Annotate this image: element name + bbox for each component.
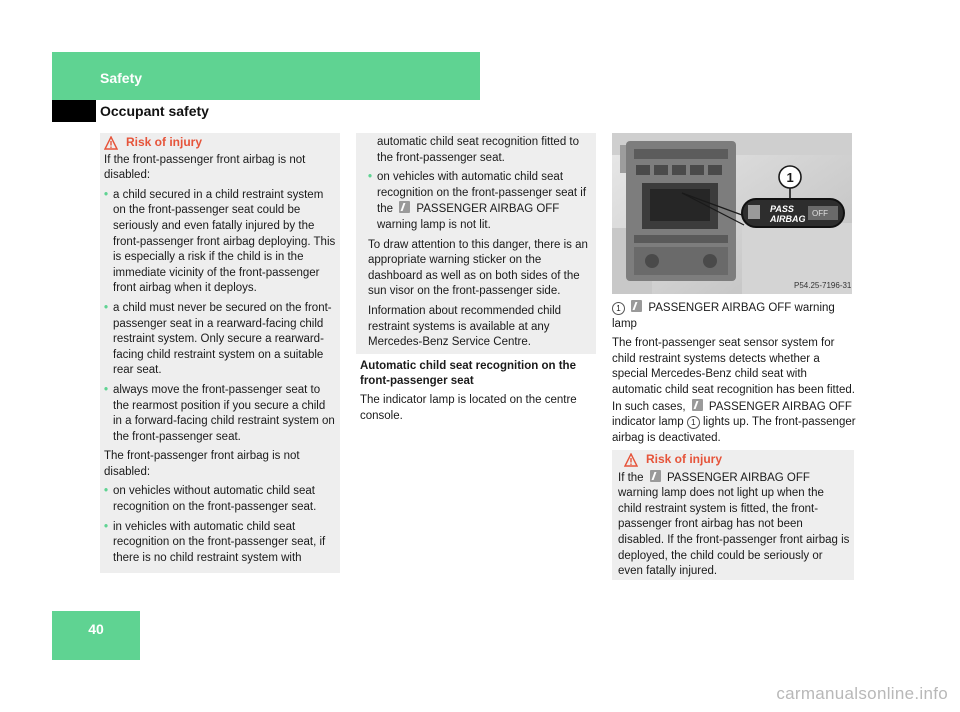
dashboard-photo bbox=[612, 133, 852, 294]
callout-number: 1 bbox=[786, 170, 794, 185]
callout-number-icon: 1 bbox=[612, 302, 625, 315]
sensor-text-b: PASSENGER AIRBAG OFF indicator lamp bbox=[612, 400, 852, 429]
page-number-box bbox=[52, 611, 140, 660]
header-marker bbox=[52, 100, 96, 122]
warning-heading bbox=[104, 135, 336, 151]
warning-text bbox=[618, 470, 850, 580]
warning-intro: If the front-passenger front airbag is not disabled: bbox=[104, 153, 306, 182]
warning-panel-right bbox=[612, 450, 854, 580]
subsection-title: Occupant safety bbox=[100, 103, 209, 119]
service-info-text: Information about recommended child restraint systems is available at any Mercedes-Benz Service Centre. bbox=[368, 304, 562, 349]
section-title: Safety bbox=[100, 70, 143, 86]
sensor-text-a: The front-passenger seat sensor system for child restraint systems detects whether a special Mercedes-Benz child seat with automatic child seat recognition has been fitted. In such cases, bbox=[612, 337, 855, 413]
list-item bbox=[368, 170, 596, 233]
warning-heading bbox=[618, 452, 850, 468]
warning-sticker-text: To draw attention to this danger, there is an appropriate warning sticker on the dashboard as well as on both sides of the sun visor on the front-passenger side. bbox=[368, 238, 588, 298]
warning-bullets bbox=[104, 188, 336, 446]
callout-number-icon: 1 bbox=[687, 416, 700, 429]
list-item: • on vehicles without automatic child seat recognition on the front-passenger seat. bbox=[104, 484, 336, 515]
dashboard-illustration bbox=[612, 133, 852, 294]
airbag-off-icon bbox=[650, 470, 661, 482]
airbag-off-icon bbox=[631, 300, 642, 312]
middle-column bbox=[356, 135, 596, 428]
airbag-label: AIRBAG bbox=[770, 214, 806, 224]
section-header-band bbox=[52, 52, 480, 100]
list-item: • in vehicles with automatic child seat recognition on the front-passenger seat, if there is no child restraint system with bbox=[104, 520, 336, 567]
warning-title: Risk of injury bbox=[646, 452, 723, 466]
watermark: carmanualsonline.info bbox=[776, 684, 948, 703]
middle-bullets bbox=[360, 170, 596, 233]
warning-text-post: PASSENGER AIRBAG OFF warning lamp does not light up when the child restraint system is fitted, the front-passenger front airbag has not been disabled. If the front-passenger front airbag is deployed, the child could be seriously or even fatally injured. bbox=[618, 471, 850, 578]
right-column-text bbox=[612, 300, 856, 450]
photo-code: P54.25-7196-31 bbox=[794, 281, 852, 290]
photo-caption bbox=[612, 300, 856, 332]
list-item: • a child secured in a child restraint system on the front-passenger seat could be seriously and even fatally injured by the front-passenger front airbag deploying. This is especially a risk if the child is in the immediate vicinity of the front-passenger front airbag when it deploys. bbox=[104, 188, 336, 297]
caption-text: PASSENGER AIRBAG OFF warning lamp bbox=[612, 302, 835, 330]
warning-triangle-icon bbox=[104, 136, 118, 150]
warning-panel-left bbox=[100, 133, 340, 573]
subsection-heading: Automatic child seat recognition on the front-passenger seat bbox=[360, 359, 576, 388]
airbag-off-icon bbox=[399, 201, 410, 213]
bullet-text: PASSENGER AIRBAG OFF warning lamp is not lit. bbox=[377, 203, 560, 231]
not-disabled-intro: The front-passenger front airbag is not disabled: bbox=[104, 450, 300, 478]
not-disabled-bullets bbox=[104, 484, 336, 566]
sensor-text-c: lights up. The front-passenger airbag is deactivated. bbox=[612, 416, 856, 444]
off-label: OFF bbox=[812, 209, 828, 218]
warning-triangle-icon bbox=[624, 453, 638, 467]
list-item: • a child must never be secured on the front-passenger seat in a rearward-facing child restraint system. Only secure a rearward-facing child restraint system on a suitable rear seat. bbox=[104, 301, 336, 379]
indicator-location-text: The indicator lamp is located on the centre console. bbox=[360, 393, 577, 422]
bullet-text: on vehicles with automatic child seat recognition on the front-passenger seat if the bbox=[377, 171, 587, 216]
pass-label: PASS bbox=[770, 204, 794, 214]
sensor-description bbox=[612, 336, 856, 446]
warning-text-pre: If the bbox=[618, 471, 644, 484]
airbag-off-icon bbox=[692, 399, 703, 411]
warning-title: Risk of injury bbox=[126, 135, 203, 149]
continued-text: automatic child seat recognition fitted to the front-passenger seat. bbox=[377, 136, 580, 164]
list-item: • always move the front-passenger seat to the rearmost position if you secure a child in a forward-facing child restraint system on the front-passenger seat. bbox=[104, 383, 336, 445]
page-number: 40 bbox=[88, 621, 104, 637]
